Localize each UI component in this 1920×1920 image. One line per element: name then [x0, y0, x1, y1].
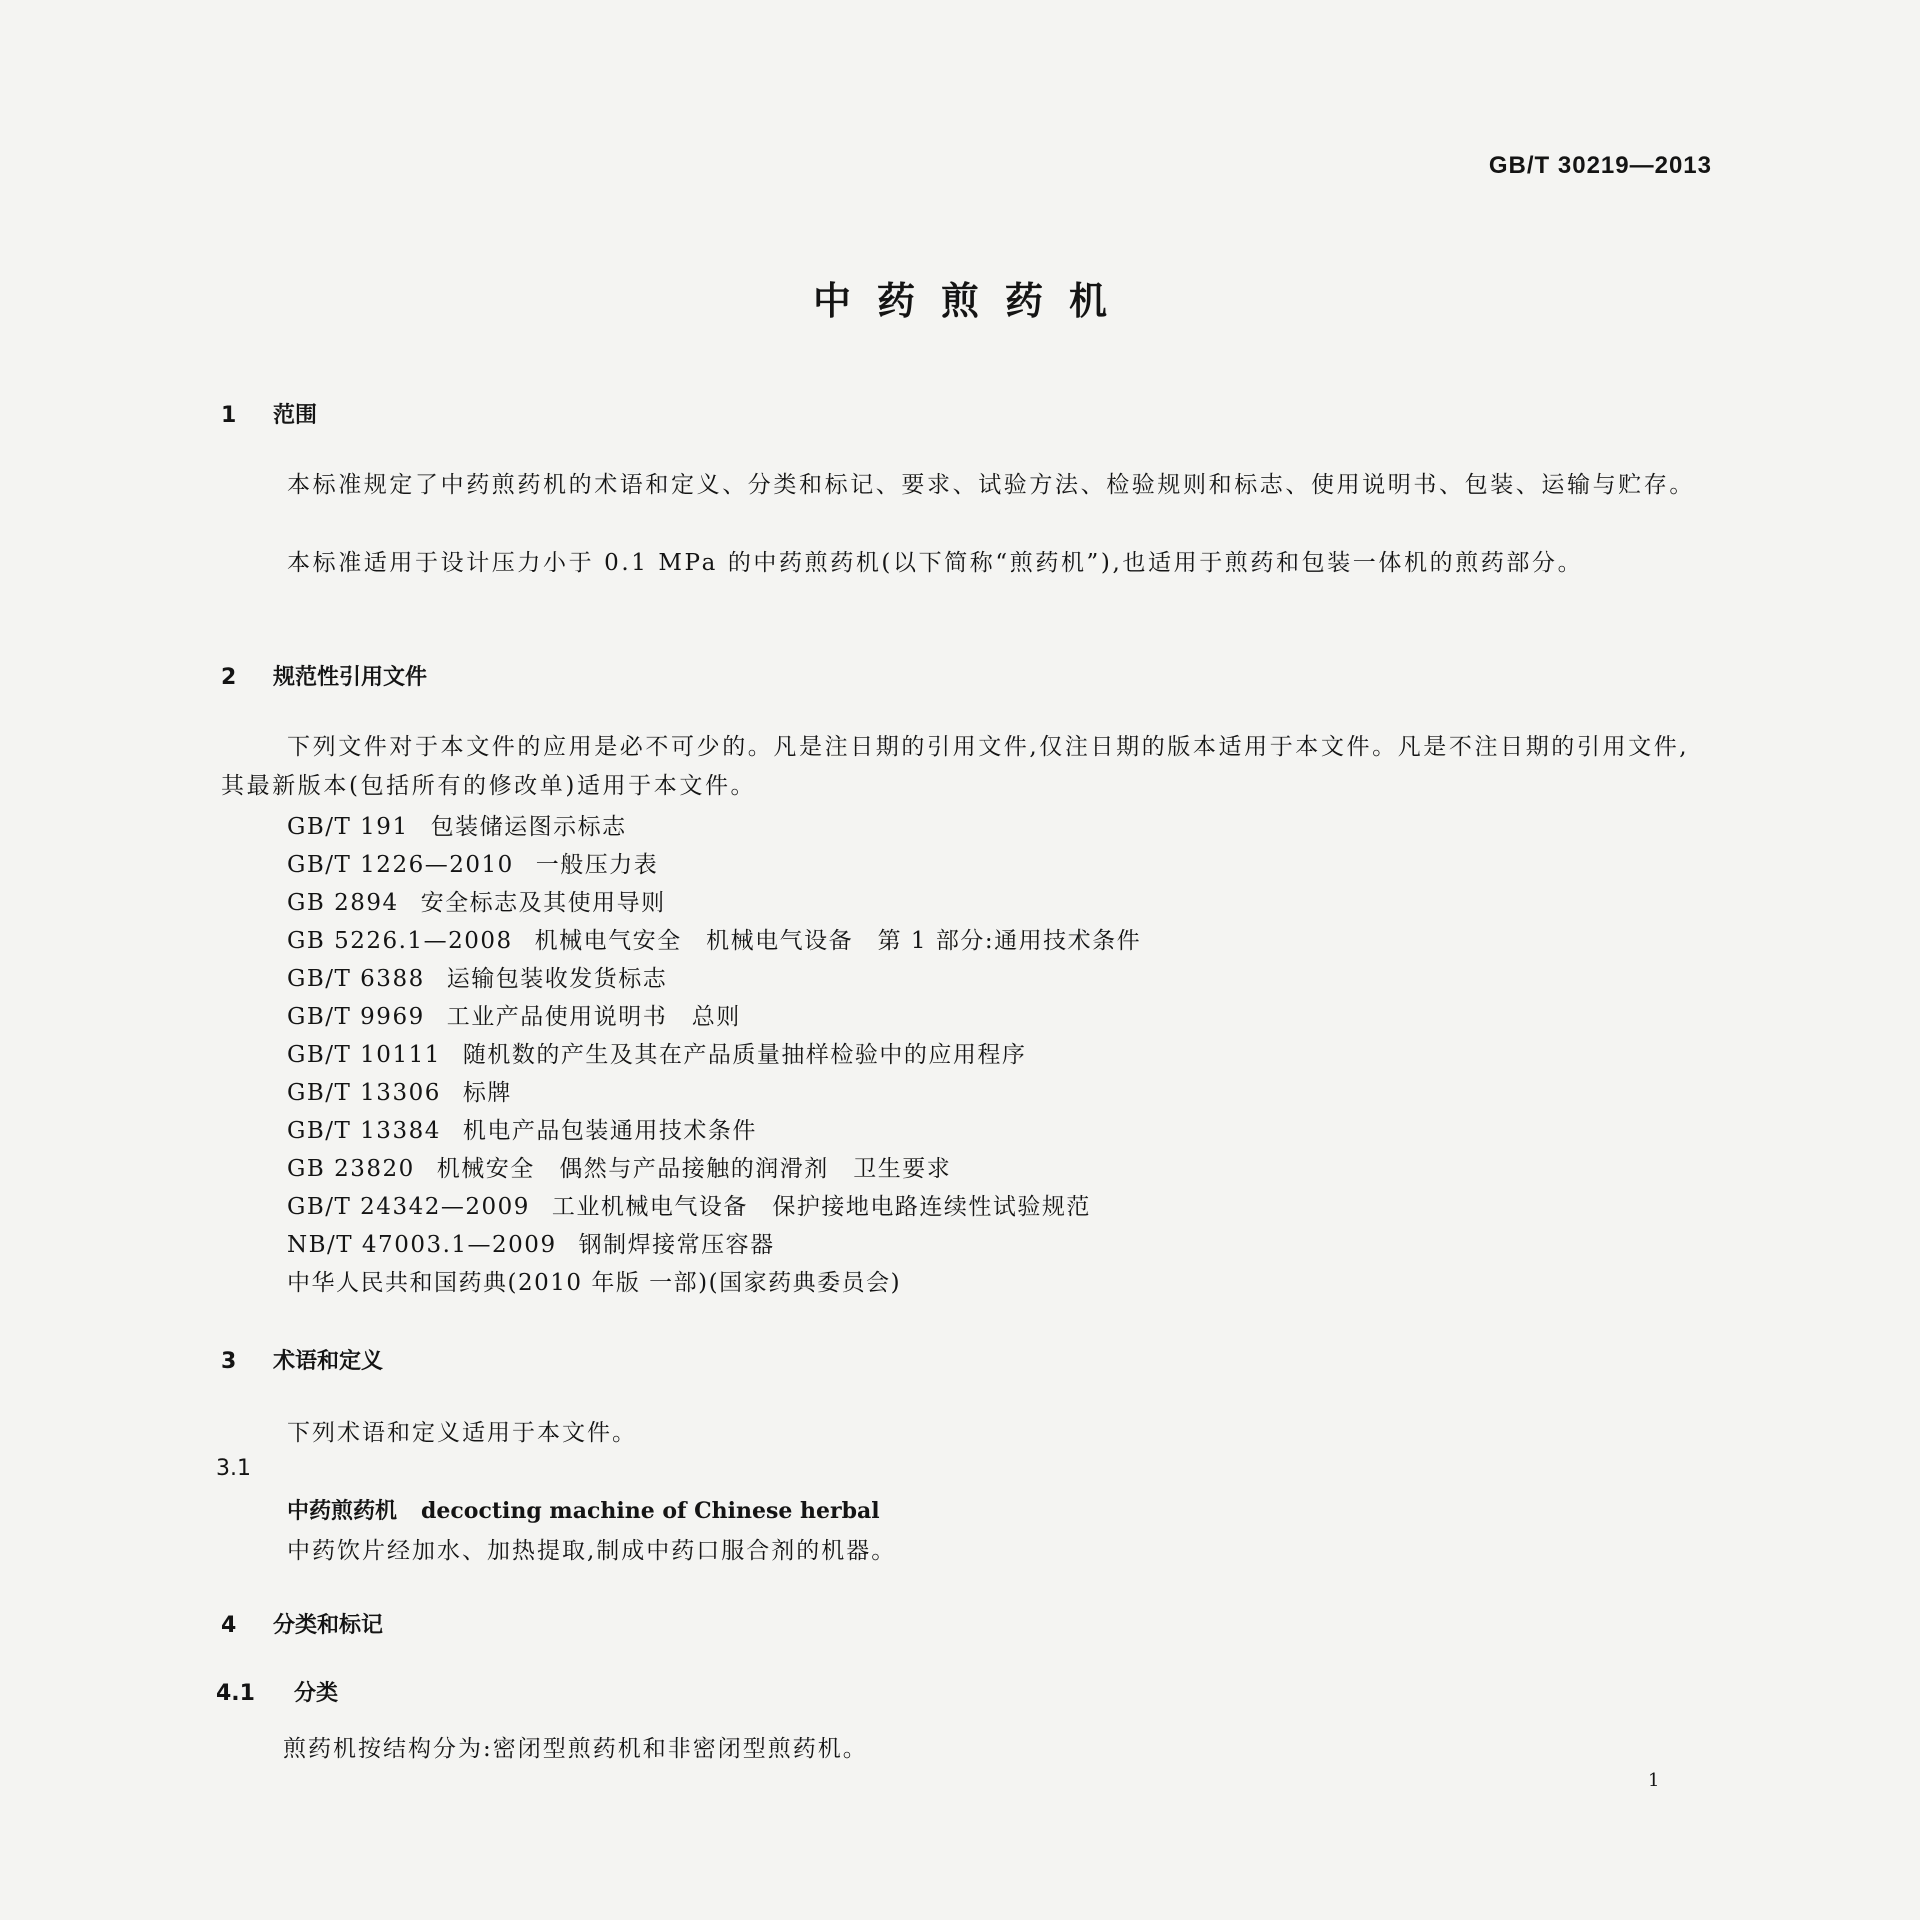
section-title: 术语和定义: [273, 1349, 384, 1374]
reference-title: 机械安全 偶然与产品接触的润滑剂 卫生要求: [436, 1156, 952, 1182]
reference-title: 钢制焊接常压容器: [578, 1232, 775, 1258]
reference-item: [287, 1112, 757, 1145]
term-english: decocting machine of Chinese herbal: [421, 1498, 880, 1524]
reference-title: 一般压力表: [535, 852, 659, 878]
reference-code: GB/T 13306: [287, 1080, 441, 1106]
terms-intro: 下列术语和定义适用于本文件。: [287, 1420, 637, 1446]
term-chinese: 中药煎药机: [287, 1499, 398, 1524]
reference-code: GB/T 1226—2010: [287, 852, 514, 878]
reference-code: NB/T 47003.1—2009: [287, 1232, 557, 1258]
reference-item: [287, 1226, 775, 1259]
reference-item: [287, 1264, 901, 1297]
reference-code: GB/T 24342—2009: [287, 1194, 530, 1220]
subsection-number: 4.1: [216, 1681, 255, 1706]
document-title: 中药煎药机: [812, 279, 1133, 323]
reference-item: [287, 1188, 1091, 1221]
section-number: 3: [221, 1349, 237, 1374]
classification-text: 煎药机按结构分为:密闭型煎药机和非密闭型煎药机。: [283, 1736, 868, 1762]
section-number: 2: [221, 665, 237, 690]
section-title: 范围: [273, 403, 318, 428]
reference-item: [287, 922, 1141, 955]
section-heading-normative-references: [221, 660, 427, 691]
clause-number: 3.1: [216, 1456, 251, 1481]
reference-code: GB 2894: [287, 890, 399, 916]
reference-item: [287, 1074, 512, 1107]
reference-code: GB 23820: [287, 1156, 415, 1182]
standard-code: GB/T 30219—2013: [1488, 152, 1712, 179]
subsection-heading: [216, 1676, 338, 1707]
reference-title: 标牌: [462, 1080, 512, 1106]
section-heading-terms: [221, 1344, 383, 1375]
reference-code: GB/T 9969: [287, 1004, 425, 1030]
page-number: 1: [1648, 1770, 1660, 1791]
reference-item: [287, 1036, 1026, 1069]
section-heading-scope: [221, 398, 317, 429]
section-number: 1: [221, 403, 237, 428]
section-heading-classification: [221, 1608, 383, 1639]
references-intro: 下列文件对于本文件的应用是必不可少的。凡是注日期的引用文件,仅注日期的版本适用于本文件。凡是不注日期的引用文件,其最新版本(包括所有的修改单)适用于本文件。: [221, 734, 1690, 799]
reference-item: [287, 1150, 951, 1183]
reference-title: 工业产品使用说明书 总则: [446, 1004, 741, 1030]
reference-title: 中华人民共和国药典(2010 年版 一部)(国家药典委员会): [287, 1270, 902, 1296]
reference-title: 随机数的产生及其在产品质量抽样检验中的应用程序: [462, 1042, 1027, 1068]
reference-title: 工业机械电气设备 保护接地电路连续性试验规范: [551, 1194, 1091, 1220]
section-number: 4: [221, 1613, 237, 1638]
reference-item: [287, 998, 741, 1031]
reference-code: GB/T 13384: [287, 1118, 441, 1144]
reference-title: 机电产品包装通用技术条件: [462, 1118, 757, 1144]
subsection-title: 分类: [294, 1681, 339, 1706]
reference-title: 机械电气安全 机械电气设备 第 1 部分:通用技术条件: [534, 928, 1142, 954]
reference-code: GB/T 191: [287, 814, 409, 840]
section-title: 分类和标记: [273, 1613, 384, 1638]
reference-item: [287, 846, 658, 879]
reference-code: GB/T 10111: [287, 1042, 441, 1068]
term-heading: [287, 1494, 880, 1525]
reference-code: GB/T 6388: [287, 966, 425, 992]
reference-title: 安全标志及其使用导则: [420, 890, 666, 916]
reference-item: [287, 960, 667, 993]
reference-title: 包装储运图示标志: [430, 814, 627, 840]
reference-item: [287, 884, 666, 917]
scope-paragraph-1: 本标准规定了中药煎药机的术语和定义、分类和标记、要求、试验方法、检验规则和标志、使用说明书、包装、运输与贮存。: [287, 472, 1695, 498]
scope-paragraph-2: 本标准适用于设计压力小于 0.1 MPa 的中药煎药机(以下简称“煎药机”),也适用于煎药和包装一体机的煎药部分。: [287, 550, 1584, 576]
reference-code: GB 5226.1—2008: [287, 928, 513, 954]
term-definition: 中药饮片经加水、加热提取,制成中药口服合剂的机器。: [287, 1538, 897, 1564]
reference-title: 运输包装收发货标志: [446, 966, 668, 992]
reference-item: [287, 808, 627, 841]
section-title: 规范性引用文件: [273, 665, 428, 690]
